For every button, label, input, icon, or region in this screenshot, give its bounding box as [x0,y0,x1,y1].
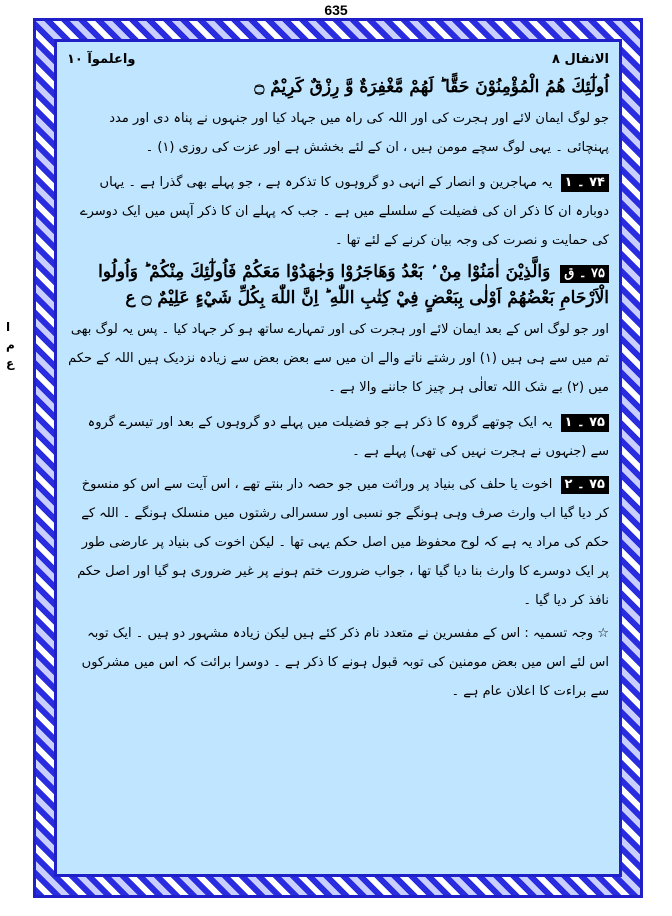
page-number: 635 [324,2,348,18]
arabic-verse-2-text: وَالَّذِيْنَ اٰمَنُوْا مِنْ ۢ بَعْدُ وَهَاجَرُوْا وَجٰهَدُوْا مَعَكُمْ فَاُولٰٓئِكَ مِنْكُمْ ؕ وَاُولُوا الْاَرْحَامِ بَعْضُهُمْ اَوْلٰى بِبَعْضٍ فِيْ كِتٰبِ اللّٰهِ ؕ اِنَّ اللّٰهَ بِكُلِّ شَيْءٍ عَلِيْمٌ ۝ ع [98,262,609,308]
footnote-ref-75-1: ۷۵ ۔ ۱ [561,414,609,432]
surah-label: الانفال ۸ [552,51,609,67]
footnote-naming [67,619,609,706]
footnote-75-1 [67,408,609,466]
footnote-75-2 [67,470,609,615]
margin-mark: ع [6,356,15,370]
arabic-verse-2 [67,259,609,311]
star-icon: ☆ [597,626,609,641]
page-content [67,48,609,864]
translation-verse-1: جو لوگ ایمان لائے اور ہجرت کی اور اللہ کی راہ میں جہاد کیا اور جنہوں نے پناہ دی اور مدد پہنچائی ۔ یہی لوگ سچے مومن ہیں ، ان کے لئے بخشش ہے اور عزت کی روزی (۱) ۔ [109,111,609,155]
margin-marks [6,318,15,372]
footnote-text-75-2: اخوت یا حلف کی بنیاد پر وراثت میں جو حصہ دار بنتے تھے ، اس آیت سے اس کو منسوخ کر دیا گیا اب وارث صرف وہی ہونگے جو نسبی اور سسرالی رشتوں میں منسلک ہونگے ۔ اللہ کے حکم کی مراد یہ ہے کہ لوح محفوظ میں اصل حکم یہی تھا ۔ لیکن اخوت کی بنیاد پر عارضی طور پر ایک دوسرے کا وارث بنا دیا گیا تھا ، جواب ضرورت ختم ہونے پر غیر ضروری ہو گیا اور اصل حکم نافذ کر دیا گیا ۔ [77,477,609,608]
translation-verse-2: اور جو لوگ اس کے بعد ایمان لائے اور ہجرت کی اور تمہارے ساتھ ہو کر جہاد کیا ۔ پس یہ لوگ بھی تم میں سے ہی ہیں (۱) اور رشتے ناتے والے ان میں سے بعض بعض سے زیادہ نزدیک ہیں اللہ کے حکم میں (۲) بے شک اللہ تعالٰی ہر چیز کا جاننے والا ہے ۔ [68,322,609,395]
margin-mark: ا [6,320,11,334]
running-header [67,48,609,70]
juz-label: واعلموآ ۱۰ [67,51,136,67]
margin-mark: م [6,338,15,352]
footnote-text-74-1: یہ مہاجرین و انصار کے انہی دو گروہوں کا تذکرہ ہے ، جو پہلے بھی گذرا ہے ۔ یہاں دوبارہ ان کا ذکر ان کی فضیلت کے سلسلے میں ہے ۔ جب کہ پہلے ان کا ذکر آپس میں ایک دوسرے کی حمایت و نصرت کی وجہ بیان کرنے کے لئے تھا ۔ [79,175,609,248]
footnote-text-naming: وجہ تسمیہ : اس کے مفسرین نے متعدد نام ذکر کئے ہیں لیکن زیادہ مشہور دو ہیں ۔ ایک توبہ اس لئے اس میں بعض مومنین کی توبہ قبول ہونے کا ذکر ہے ۔ دوسرا برائت کہ اس میں مشرکوں سے براءت کا اعلان عام ہے ۔ [81,626,609,699]
footnote-ref-75-2: ۷۵ ۔ ۲ [561,476,609,494]
footnote-text-75-1: یہ ایک چوتھے گروہ کا ذکر ہے جو فضیلت میں پہلے دو گروہوں کے بعد اور تیسرے گروہ سے (جنہوں نے ہجرت نہیں کی تھی) پہلے ہے ۔ [87,415,609,459]
verse-ref-75: ۷۵ ۔ ق [560,265,609,283]
arabic-verse-1: اُولٰٓئِكَ هُمُ الْمُؤْمِنُوْنَ حَقًّا ؕ لَهُمْ مَّغْفِرَةٌ وَّ رِزْقٌ كَرِيْمٌ ۝ [254,77,609,97]
footnote-74-1 [67,168,609,255]
text-panel [54,39,622,877]
page-frame [33,18,643,898]
footnote-ref-74-1: ۷۴ ۔ ۱ [561,174,609,192]
